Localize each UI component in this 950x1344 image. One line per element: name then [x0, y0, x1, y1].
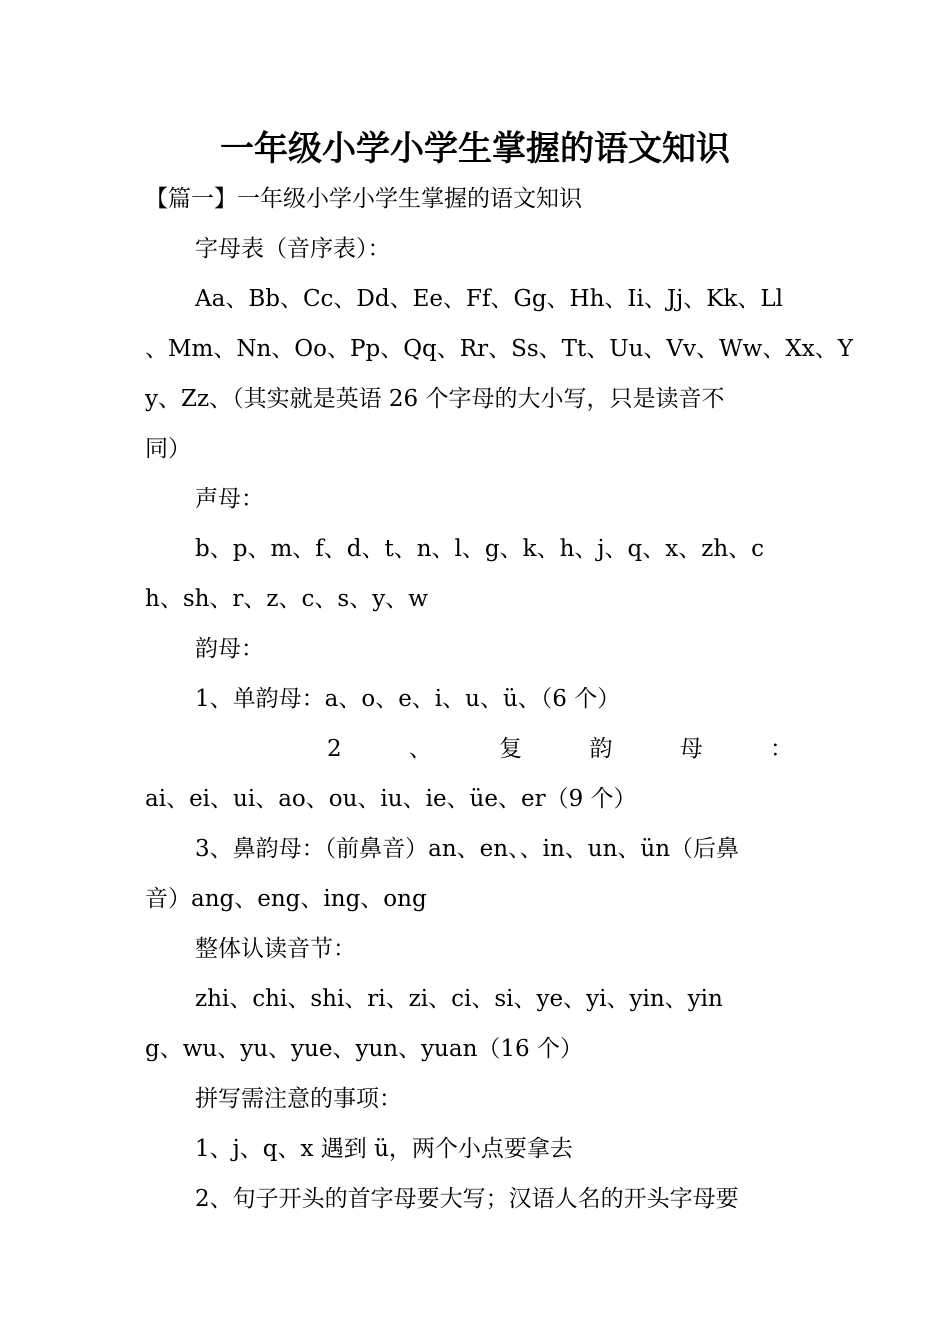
- initials-line-1: b、p、m、f、d、t、n、l、g、k、h、j、q、x、zh、c: [195, 536, 765, 562]
- compound-part: 韵: [589, 736, 613, 762]
- alphabet-heading: 字母表（音序表）：: [195, 236, 391, 262]
- compound-part: ：: [769, 736, 793, 762]
- compound-part: 母: [679, 736, 703, 762]
- finals-compound-heading: [327, 734, 793, 764]
- compound-part: 、: [408, 736, 432, 762]
- initials-heading: 声母：: [195, 486, 264, 512]
- compound-part: 复: [499, 736, 523, 762]
- notes-heading: 拼写需注意的事项：: [195, 1086, 402, 1112]
- syllables-line-2: g、wu、yu、yue、yun、yuan（16 个）: [145, 1036, 583, 1062]
- finals-compound-line: ai、ei、ui、ao、ou、iu、ie、üe、er（9 个）: [145, 786, 637, 812]
- alphabet-line-3: y、Zz、（其实就是英语 26 个字母的大小写，只是读音不: [145, 386, 725, 412]
- syllables-heading: 整体认读音节：: [195, 936, 356, 962]
- initials-line-2: h、sh、r、z、c、s、y、w: [145, 586, 428, 612]
- finals-single-line: 1、单韵母：a、o、e、i、u、ü、（6 个）: [195, 686, 621, 712]
- finals-heading: 韵母：: [195, 636, 264, 662]
- alphabet-line-1: Aa、Bb、Cc、Dd、Ee、Ff、Gg、Hh、Ii、Jj、Kk、Ll: [195, 286, 783, 312]
- alphabet-line-2: 、Mm、Nn、Oo、Pp、Qq、Rr、Ss、Tt、Uu、Vv、Ww、Xx、Y: [145, 336, 853, 362]
- syllables-line-1: zhi、chi、shi、ri、zi、ci、si、ye、yi、yin、yin: [195, 986, 723, 1012]
- note-1: 1、j、q、x 遇到 ü，两个小点要拿去: [195, 1136, 573, 1162]
- finals-nasal-line-1: 3、鼻韵母：（前鼻音）an、en、、in、un、ün（后鼻: [195, 836, 740, 862]
- finals-nasal-line-2: 音）ang、eng、ing、ong: [145, 886, 427, 912]
- alphabet-line-4: 同）: [145, 436, 191, 462]
- note-2: 2、句子开头的首字母要大写；汉语人名的开头字母要: [195, 1186, 739, 1212]
- compound-part: 2: [327, 736, 342, 762]
- section-heading: 【篇一】一年级小学小学生掌握的语文知识: [145, 186, 582, 212]
- document-title: 一年级小学小学生掌握的语文知识: [220, 129, 730, 169]
